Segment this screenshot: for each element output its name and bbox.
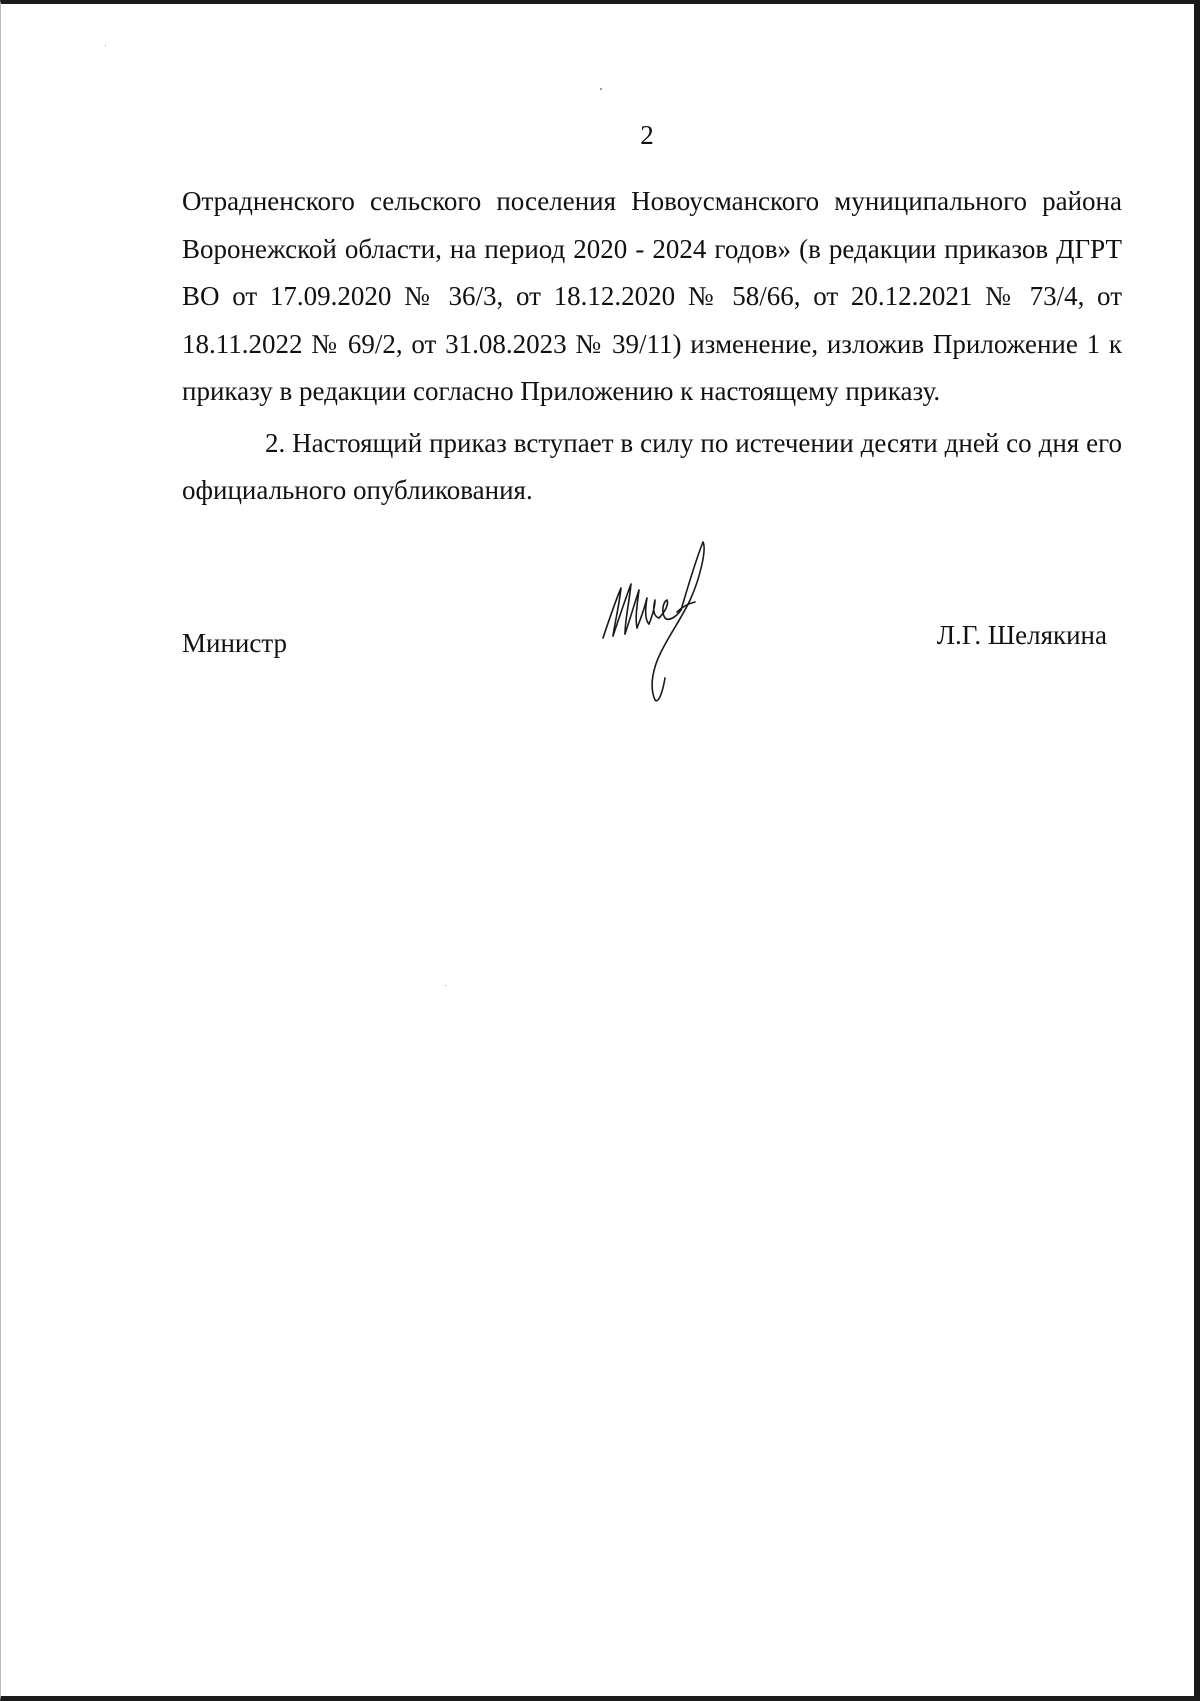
scan-speck — [600, 88, 602, 90]
handwritten-signature — [595, 540, 735, 705]
scan-speck — [105, 45, 106, 46]
page-number: 2 — [640, 120, 654, 150]
scan-speck — [445, 985, 446, 986]
signer-name: Л.Г. Шелякина — [936, 620, 1107, 650]
document-body — [182, 178, 1122, 515]
paragraph-effective-date: 2. Настоящий приказ вступает в силу по истечении десяти дней со дня его официального опубликования. — [182, 427, 1122, 505]
signer-position: Министр — [182, 628, 287, 658]
paragraph-amendment: Отрадненского сельского поселения Новоусманского муниципального района Воронежской области, на период 2020 - 2024 годов» (в редакции приказов ДГРТ ВО от 17.09.2020 № 36/3, от 18.12.2020 № 58/66, от 20.12.2021 № 73/4, от 18.11.2022 № 69/2, от 31.08.2023 № 39/11) изменение, изложив Приложение 1 к приказу в редакции согласно Приложению к настоящему приказу. — [182, 186, 1122, 406]
